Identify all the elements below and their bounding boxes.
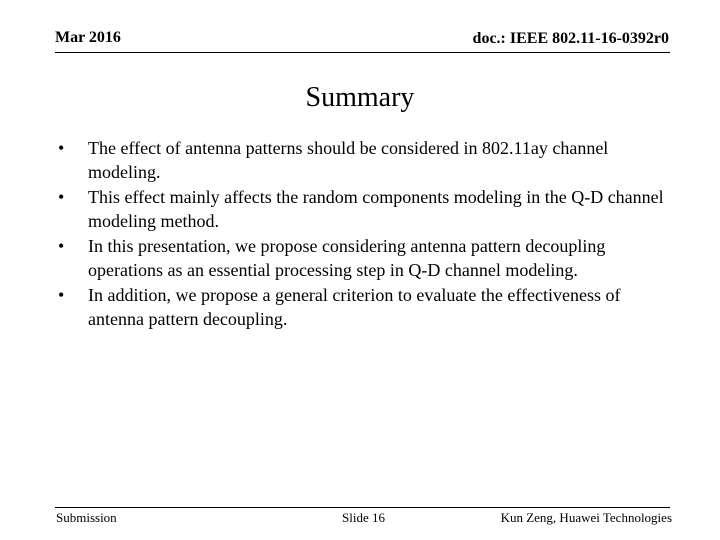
header-date: Mar 2016 xyxy=(55,29,121,46)
bullet-marker: • xyxy=(58,285,65,305)
bullet-item xyxy=(58,136,668,184)
bullet-text: This effect mainly affects the random components modeling in the Q-D channel modeling method. xyxy=(88,187,664,231)
bullet-text: In addition, we propose a general criterion to evaluate the effectiveness of antenna pattern decoupling. xyxy=(88,285,621,329)
bullet-text: The effect of antenna patterns should be considered in 802.11ay channel modeling. xyxy=(88,138,609,182)
bullet-text: In this presentation, we propose considering antenna pattern decoupling operations as an essential processing step in Q-D channel modeling. xyxy=(88,236,606,280)
header-divider xyxy=(55,52,670,53)
header-doc-id: doc.: IEEE 802.11-16-0392r0 xyxy=(472,30,669,47)
bullet-item xyxy=(58,185,668,233)
footer-slide-number: Slide 16 xyxy=(342,510,385,525)
bullet-item xyxy=(58,283,668,331)
footer-author: Kun Zeng, Huawei Technologies xyxy=(500,510,672,525)
footer-submission: Submission xyxy=(56,510,117,525)
bullet-marker: • xyxy=(58,236,65,256)
footer-divider xyxy=(55,507,670,508)
bullet-marker: • xyxy=(58,187,65,207)
bullet-item xyxy=(58,234,668,282)
bullet-list xyxy=(58,136,668,332)
bullet-marker: • xyxy=(58,138,65,158)
slide-title: Summary xyxy=(305,82,415,113)
